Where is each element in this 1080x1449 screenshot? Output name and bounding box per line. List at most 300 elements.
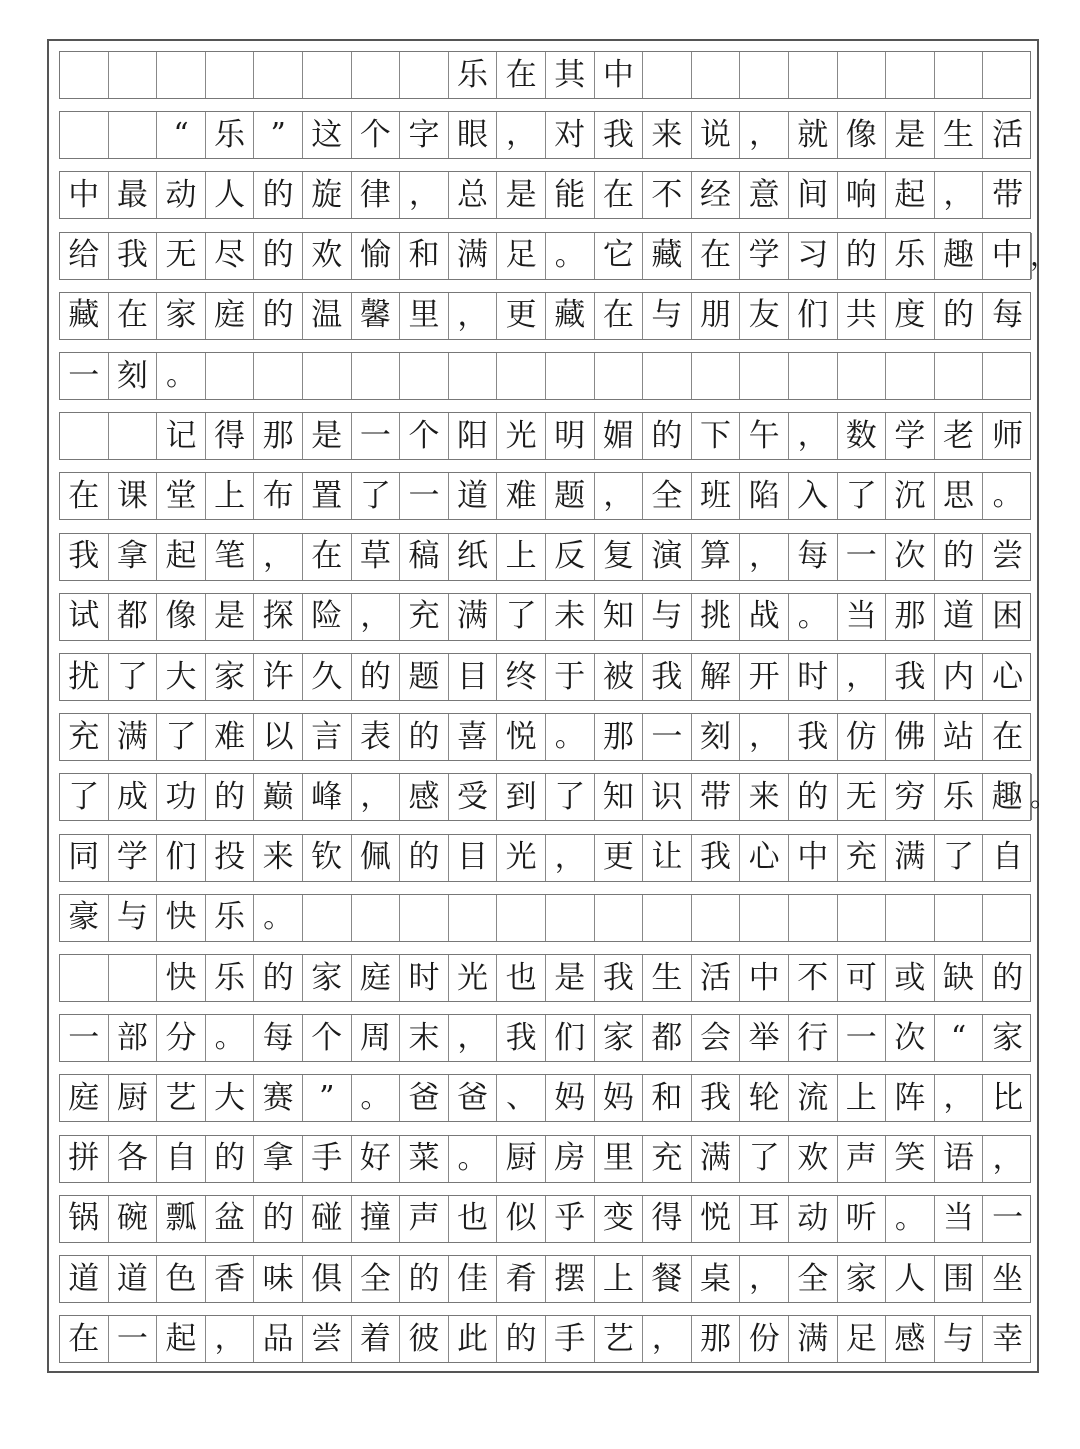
grid-cell-char: ，	[740, 714, 789, 760]
grid-cell-char: 不	[789, 955, 838, 1001]
grid-cell-empty	[497, 353, 546, 399]
grid-cell-char: 一	[60, 353, 109, 399]
grid-cell-char: 被	[595, 654, 644, 700]
grid-cell-empty	[303, 353, 352, 399]
grid-cell-char: 时	[400, 955, 449, 1001]
grid-cell-char: 幸	[992, 1320, 1024, 1357]
grid-cell-char: 尝	[303, 1316, 352, 1362]
grid-cell-char: 一	[643, 714, 692, 760]
grid-cell-char: 了	[352, 473, 401, 519]
grid-cell-char: 。	[886, 1196, 935, 1242]
grid-cell-char: 。	[254, 895, 303, 941]
grid-row	[59, 232, 1059, 280]
grid-cell-empty	[886, 353, 935, 399]
grid-cell-char: 无	[838, 774, 887, 820]
grid-cell-char: 乐	[206, 112, 255, 158]
grid-cell-char: 香	[206, 1256, 255, 1302]
grid-cell-char: 藏	[60, 293, 109, 339]
grid-cell-char: 目	[449, 835, 498, 881]
grid-cell-char: 上	[838, 1075, 887, 1121]
grid-cell-char: 色	[157, 1256, 206, 1302]
grid-cell-char: ，	[254, 534, 303, 580]
grid-cell-char: 语	[935, 1136, 984, 1182]
grid-cell-char: 个	[352, 112, 401, 158]
grid-cell-char: 的	[789, 774, 838, 820]
grid-cell-empty	[546, 353, 595, 399]
grid-cell-char: 充	[60, 714, 109, 760]
grid-cell-char: 给	[60, 233, 109, 279]
grid-cell-char: 趣	[983, 774, 1032, 820]
grid-cell-char: ”	[254, 112, 303, 158]
grid-cell-char: 难	[206, 714, 255, 760]
grid-cell-char: 穷	[886, 774, 935, 820]
grid-cell-char: 瓢	[157, 1196, 206, 1242]
grid-cell-char: ，	[352, 594, 401, 640]
grid-cell-char: ，	[449, 1015, 498, 1061]
grid-cell-empty	[740, 895, 789, 941]
grid-cell-empty	[352, 895, 401, 941]
grid-cell-char: 带	[992, 176, 1024, 213]
grid-cell-empty	[643, 895, 692, 941]
grid-cell-char: ，	[935, 172, 984, 218]
grid-cell-empty	[643, 52, 692, 98]
grid-cell-char: 。	[352, 1075, 401, 1121]
grid-cell-char: 共	[838, 293, 887, 339]
grid-cell-char: 其	[546, 52, 595, 98]
grid-cell-char: 的	[254, 1196, 303, 1242]
grid-row	[59, 472, 1031, 520]
grid-cell-char: 拿	[109, 534, 158, 580]
grid-cell-char: 在	[595, 172, 644, 218]
grid-cell-empty	[352, 52, 401, 98]
grid-cell-char: 与	[109, 895, 158, 941]
grid-cell-char: 着	[352, 1316, 401, 1362]
grid-cell-char: ，	[740, 1256, 789, 1302]
grid-cell-char: 起	[157, 1316, 206, 1362]
grid-cell-empty	[254, 52, 303, 98]
grid-cell-char: ，	[789, 413, 838, 459]
grid-cell-char: 下	[692, 413, 741, 459]
grid-cell-char: 媚	[595, 413, 644, 459]
grid-cell-char: 自	[157, 1136, 206, 1182]
grid-cell-char: 置	[303, 473, 352, 519]
grid-cell-char: 自	[992, 839, 1024, 876]
grid-cell-char: 声	[400, 1196, 449, 1242]
grid-cell-char: 更	[497, 293, 546, 339]
grid-cell-char: 像	[838, 112, 887, 158]
grid-cell-char: 于	[546, 654, 595, 700]
grid-cell-char: 声	[838, 1136, 887, 1182]
grid-cell-char: 是	[303, 413, 352, 459]
grid-cell-char: 也	[449, 1196, 498, 1242]
grid-cell-char: 终	[497, 654, 546, 700]
grid-cell-char: 拼	[60, 1136, 109, 1182]
grid-cell-empty	[303, 52, 352, 98]
grid-cell-char: 撞	[352, 1196, 401, 1242]
grid-cell-char: 听	[838, 1196, 887, 1242]
grid-cell-char: 明	[546, 413, 595, 459]
grid-cell-char: 桌	[692, 1256, 741, 1302]
grid-row	[59, 713, 1031, 761]
grid-cell-char: 个	[303, 1015, 352, 1061]
grid-cell-empty	[692, 353, 741, 399]
grid-cell-empty	[400, 52, 449, 98]
grid-cell-char: 悦	[497, 714, 546, 760]
grid-cell-char: ，	[497, 112, 546, 158]
grid-cell-char: 满	[449, 233, 498, 279]
grid-cell-empty	[595, 895, 644, 941]
grid-cell-char: 眼	[449, 112, 498, 158]
grid-cell-char: 快	[157, 895, 206, 941]
grid-cell-char: 我	[692, 1075, 741, 1121]
grid-cell-char: 探	[254, 594, 303, 640]
grid-cell-char: 我	[109, 233, 158, 279]
grid-cell-char: 复	[595, 534, 644, 580]
grid-cell-char: 带	[692, 774, 741, 820]
grid-cell-char: 轮	[740, 1075, 789, 1121]
grid-cell-char: ，	[838, 654, 887, 700]
grid-cell-char: 那	[886, 594, 935, 640]
grid-cell-char: 似	[497, 1196, 546, 1242]
grid-cell-char: 在	[595, 293, 644, 339]
grid-cell-char: “	[935, 1015, 984, 1061]
grid-cell-char: 来	[740, 774, 789, 820]
grid-cell-char: 家	[992, 1019, 1024, 1056]
grid-cell-char: 记	[157, 413, 206, 459]
grid-cell-char: 我	[595, 112, 644, 158]
grid-cell-char: 围	[935, 1256, 984, 1302]
grid-cell-char: 乐	[886, 233, 935, 279]
grid-cell-char: 峰	[303, 774, 352, 820]
grid-cell-char: 思	[935, 473, 984, 519]
grid-cell-char: 我	[692, 835, 741, 881]
margin-overflow-punct: 。	[1030, 780, 1059, 814]
grid-cell-empty	[692, 895, 741, 941]
grid-cell-char: ，	[935, 1075, 984, 1121]
grid-cell-char: 们	[789, 293, 838, 339]
grid-cell-empty	[546, 895, 595, 941]
grid-cell-char: 一	[352, 413, 401, 459]
grid-cell-empty	[838, 52, 887, 98]
grid-cell-char: 光	[497, 413, 546, 459]
grid-cell-char: 表	[352, 714, 401, 760]
grid-cell-char: 纸	[449, 534, 498, 580]
grid-cell-char: 庭	[352, 955, 401, 1001]
grid-cell-char: 反	[546, 534, 595, 580]
title-row	[59, 51, 1031, 99]
grid-cell-char: 举	[740, 1015, 789, 1061]
grid-cell-char: 变	[595, 1196, 644, 1242]
grid-cell-char: 欢	[789, 1136, 838, 1182]
grid-cell-char: 馨	[352, 293, 401, 339]
grid-cell-char: 扰	[60, 654, 109, 700]
grid-cell-char: 说	[692, 112, 741, 158]
grid-cell-char: 与	[935, 1316, 984, 1362]
grid-cell-char: 友	[740, 293, 789, 339]
grid-cell-char: 知	[595, 594, 644, 640]
grid-cell-char: 班	[692, 473, 741, 519]
grid-cell-char: 每	[789, 534, 838, 580]
grid-cell-char: 像	[157, 594, 206, 640]
grid-cell-char: 家	[206, 654, 255, 700]
grid-cell-char: 摆	[546, 1256, 595, 1302]
grid-cell-char: 在	[692, 233, 741, 279]
grid-cell-char: 入	[789, 473, 838, 519]
grid-cell-char: 的	[352, 654, 401, 700]
grid-cell-char: 活	[992, 116, 1024, 153]
grid-cell-char: 同	[60, 835, 109, 881]
grid-cell-char: 乐	[449, 52, 498, 98]
grid-cell-char: 最	[109, 172, 158, 218]
grid-cell-empty	[206, 353, 255, 399]
grid-cell-char: 。	[789, 594, 838, 640]
grid-cell-char: 流	[789, 1075, 838, 1121]
grid-cell-char: 布	[254, 473, 303, 519]
grid-cell-char: 锅	[60, 1196, 109, 1242]
grid-cell-char: 解	[692, 654, 741, 700]
grid-cell-char: 来	[254, 835, 303, 881]
grid-cell-char: 了	[740, 1136, 789, 1182]
grid-cell-char: 满	[886, 835, 935, 881]
grid-cell-char: 。	[546, 233, 595, 279]
grid-cell-char: 来	[643, 112, 692, 158]
grid-cell-char: 乐	[935, 774, 984, 820]
grid-cell-char: 此	[449, 1316, 498, 1362]
grid-cell-empty	[983, 353, 1032, 399]
grid-cell-char: 就	[789, 112, 838, 158]
grid-cell-char: 次	[886, 1015, 935, 1061]
grid-row	[59, 1195, 1031, 1243]
grid-cell-char: 午	[740, 413, 789, 459]
grid-cell-empty	[206, 52, 255, 98]
grid-cell-char: 可	[838, 955, 887, 1001]
grid-cell-char: 碰	[303, 1196, 352, 1242]
grid-cell-char: 阵	[886, 1075, 935, 1121]
grid-cell-char: 的	[992, 959, 1024, 996]
grid-cell-char: 了	[838, 473, 887, 519]
grid-cell-char: 尝	[992, 538, 1024, 575]
grid-cell-char: 当	[838, 594, 887, 640]
grid-cell-empty	[60, 413, 109, 459]
grid-cell-char: 经	[692, 172, 741, 218]
grid-cell-char: 仿	[838, 714, 887, 760]
grid-cell-empty	[935, 353, 984, 399]
grid-cell-char: 挑	[692, 594, 741, 640]
grid-cell-char: 我	[497, 1015, 546, 1061]
grid-cell-char: 开	[740, 654, 789, 700]
grid-cell-char: 人	[886, 1256, 935, 1302]
grid-cell-char: 家	[595, 1015, 644, 1061]
grid-cell-char: 部	[109, 1015, 158, 1061]
grid-cell-char: 、	[497, 1075, 546, 1121]
grid-row	[59, 111, 1031, 159]
grid-cell-char: 的	[400, 714, 449, 760]
grid-cell-char: 了	[497, 594, 546, 640]
grid-cell-empty	[60, 112, 109, 158]
grid-cell-char: 是	[206, 594, 255, 640]
grid-cell-char: 全	[352, 1256, 401, 1302]
grid-cell-char: 我	[60, 534, 109, 580]
grid-cell-char: 许	[254, 654, 303, 700]
grid-cell-char: 了	[935, 835, 984, 881]
grid-cell-char: 分	[157, 1015, 206, 1061]
grid-cell-char: 受	[449, 774, 498, 820]
grid-cell-empty	[886, 52, 935, 98]
grid-cell-char: 厨	[109, 1075, 158, 1121]
grid-cell-char: 当	[935, 1196, 984, 1242]
grid-cell-char: 得	[643, 1196, 692, 1242]
grid-cell-char: 不	[643, 172, 692, 218]
grid-cell-char: 在	[109, 293, 158, 339]
grid-cell-char: 里	[400, 293, 449, 339]
grid-cell-char: 总	[449, 172, 498, 218]
grid-cell-empty	[449, 895, 498, 941]
grid-cell-char: 意	[740, 172, 789, 218]
grid-cell-char: 佩	[352, 835, 401, 881]
grid-cell-empty	[400, 895, 449, 941]
grid-cell-char: 艺	[157, 1075, 206, 1121]
grid-cell-char: 上	[497, 534, 546, 580]
grid-cell-char: 手	[546, 1316, 595, 1362]
grid-cell-char: 刻	[109, 353, 158, 399]
grid-cell-char: 是	[886, 112, 935, 158]
grid-cell-empty	[497, 895, 546, 941]
grid-cell-char: 喜	[449, 714, 498, 760]
grid-cell-char: 它	[595, 233, 644, 279]
grid-cell-char: 陷	[740, 473, 789, 519]
grid-cell-char: 和	[643, 1075, 692, 1121]
grid-cell-char: 学	[886, 413, 935, 459]
grid-cell-empty	[789, 895, 838, 941]
grid-cell-char: 各	[109, 1136, 158, 1182]
grid-cell-char: 次	[886, 534, 935, 580]
grid-cell-char: 算	[692, 534, 741, 580]
grid-cell-char: 都	[643, 1015, 692, 1061]
grid-cell-char: 满	[789, 1316, 838, 1362]
grid-cell-char: 生	[643, 955, 692, 1001]
grid-cell-char: 起	[157, 534, 206, 580]
grid-cell-empty	[157, 52, 206, 98]
grid-cell-char: 的	[935, 293, 984, 339]
grid-cell-char: 道	[449, 473, 498, 519]
grid-cell-char: 困	[992, 598, 1024, 635]
grid-cell-char: 习	[789, 233, 838, 279]
grid-cell-char: 满	[109, 714, 158, 760]
grid-cell-char: 道	[935, 594, 984, 640]
grid-cell-char: 目	[449, 654, 498, 700]
grid-cell-char: 巅	[254, 774, 303, 820]
grid-cell-char: 的	[400, 1256, 449, 1302]
grid-cell-char: 趣	[935, 233, 984, 279]
grid-cell-char: 里	[595, 1136, 644, 1182]
grid-cell-char: 的	[935, 534, 984, 580]
grid-row	[59, 773, 1059, 821]
grid-cell-char: 会	[692, 1015, 741, 1061]
grid-cell-char: 。	[206, 1015, 255, 1061]
grid-cell-char: 那	[595, 714, 644, 760]
grid-cell-char: ，	[740, 112, 789, 158]
grid-cell-char: 庭	[206, 293, 255, 339]
grid-cell-char: 家	[157, 293, 206, 339]
grid-cell-char: 我	[789, 714, 838, 760]
grid-cell-char: 充	[400, 594, 449, 640]
grid-cell-char: 道	[60, 1256, 109, 1302]
grid-row	[59, 834, 1031, 882]
grid-cell-char: 了	[546, 774, 595, 820]
grid-cell-char: 我	[886, 654, 935, 700]
grid-cell-char: 耳	[740, 1196, 789, 1242]
grid-cell-char: 足	[497, 233, 546, 279]
grid-cell-char: 间	[789, 172, 838, 218]
grid-cell-char: 坐	[992, 1260, 1024, 1297]
grid-cell-char: 菜	[400, 1136, 449, 1182]
grid-cell-char: 一	[992, 1200, 1024, 1237]
grid-cell-char: 拿	[254, 1136, 303, 1182]
grid-cell-char: 手	[303, 1136, 352, 1182]
grid-cell-char: 一	[838, 534, 887, 580]
grid-cell-char: 在	[60, 1316, 109, 1362]
grid-cell-char: 都	[109, 594, 158, 640]
grid-cell-char: 在	[992, 718, 1024, 755]
grid-row	[59, 653, 1031, 701]
grid-cell-char: 欢	[303, 233, 352, 279]
grid-cell-char: 足	[838, 1316, 887, 1362]
margin-overflow-punct: ，	[1030, 238, 1059, 272]
grid-cell-char: 那	[254, 413, 303, 459]
grid-row	[59, 954, 1031, 1002]
grid-row	[59, 171, 1031, 219]
grid-cell-char: 学	[740, 233, 789, 279]
grid-cell-char: 悦	[692, 1196, 741, 1242]
grid-cell-char: ，	[546, 835, 595, 881]
grid-cell-char: 道	[109, 1256, 158, 1302]
grid-cell-char: 更	[595, 835, 644, 881]
grid-cell-char: 。	[546, 714, 595, 760]
grid-cell-empty	[60, 955, 109, 1001]
grid-cell-char: 的	[206, 1136, 255, 1182]
grid-cell-char: 行	[789, 1015, 838, 1061]
grid-cell-empty	[109, 52, 158, 98]
grid-row	[59, 292, 1031, 340]
grid-cell-char: 份	[740, 1316, 789, 1362]
grid-cell-char: 彼	[400, 1316, 449, 1362]
grid-cell-char: 快	[157, 955, 206, 1001]
grid-cell-char: 功	[157, 774, 206, 820]
grid-cell-char: 响	[838, 172, 887, 218]
grid-cell-char: 度	[886, 293, 935, 339]
grid-cell-char: ，	[992, 1140, 1023, 1176]
grid-cell-char: 藏	[643, 233, 692, 279]
grid-cell-empty	[935, 52, 984, 98]
grid-cell-char: 心	[992, 658, 1024, 695]
grid-cell-char: 中	[789, 835, 838, 881]
grid-cell-char: 是	[546, 955, 595, 1001]
grid-cell-char: 中	[60, 172, 109, 218]
grid-cell-empty	[595, 353, 644, 399]
grid-cell-char: ，	[206, 1316, 255, 1362]
grid-cell-char: 一	[60, 1015, 109, 1061]
grid-cell-char: 尽	[206, 233, 255, 279]
grid-cell-empty	[254, 353, 303, 399]
grid-cell-char: 藏	[546, 293, 595, 339]
grid-cell-char: 们	[546, 1015, 595, 1061]
grid-cell-char: 房	[546, 1136, 595, 1182]
grid-cell-char: 动	[157, 172, 206, 218]
grid-cell-char: 对	[546, 112, 595, 158]
grid-cell-char: 起	[886, 172, 935, 218]
grid-cell-char: 每	[254, 1015, 303, 1061]
grid-cell-char: 沉	[886, 473, 935, 519]
